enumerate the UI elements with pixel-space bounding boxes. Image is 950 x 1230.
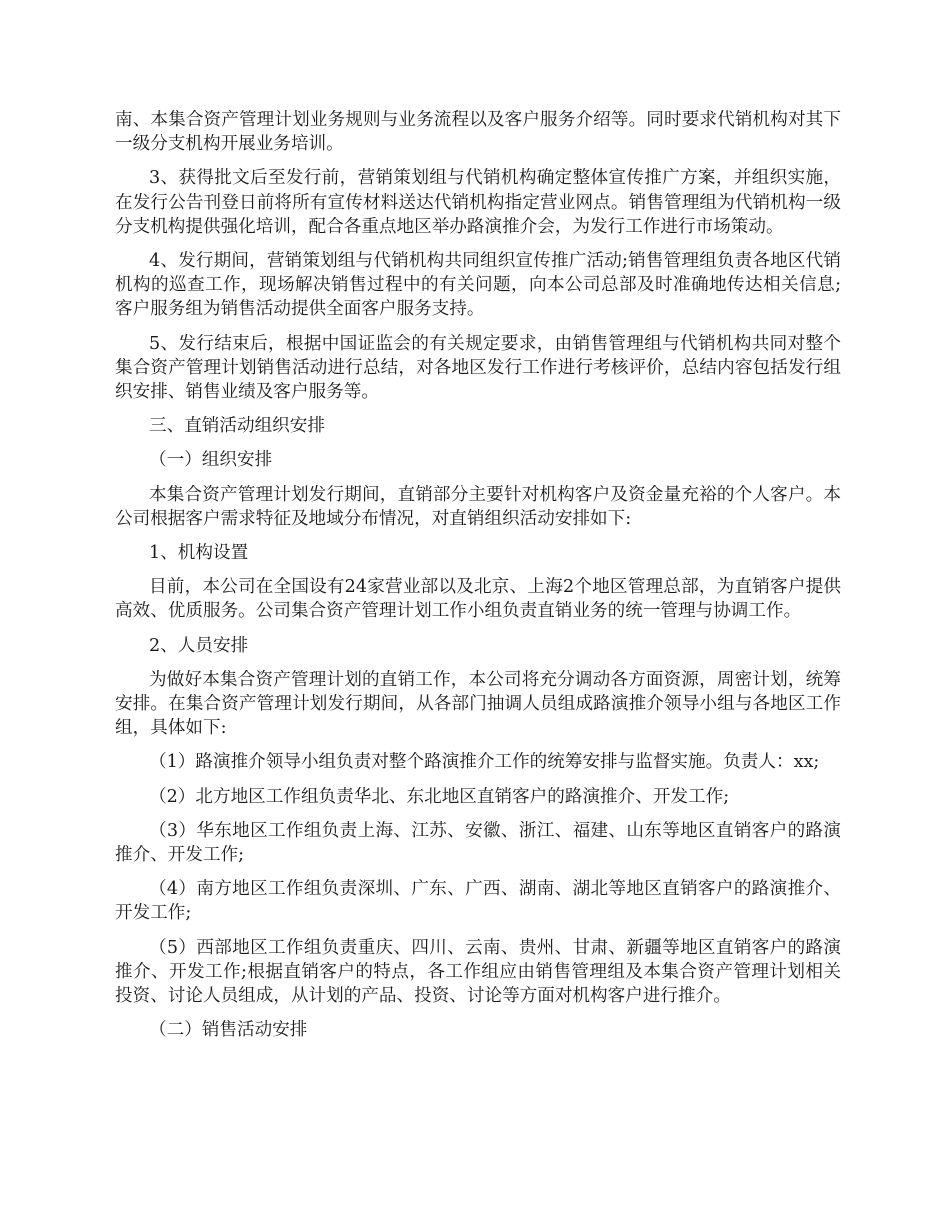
paragraph-direct-sales-intro: 本集合资产管理计划发行期间，直销部分主要针对机构客户及资金量充裕的个人客户。本公司根据客户需求特征及地域分布情况，对直销组织活动安排如下: [115, 484, 841, 529]
item-heading-staffing: 2、人员安排 [149, 635, 249, 656]
document-body [115, 108, 841, 1053]
paragraph-step-5: 5、发行结束后，根据中国证监会的有关规定要求，由销售管理组与代销机构共同对整个集合资产管理计划销售活动进行总结，对各地区发行工作进行考核评价，总结内容包括发行组织安排、销售业绩及客户服务等。 [115, 333, 841, 403]
paragraph-staffing: 为做好本集合资产管理计划的直销工作，本公司将充分调动各方面资源，周密计划，统筹安排。在集合资产管理计划发行期间，从各部门抽调人员组成路演推介领导小组与各地区工作组，具体如下: [115, 669, 841, 739]
list-item-south-region: （4）南方地区工作组负责深圳、广东、广西、湖南、湖北等地区直销客户的路演推介、开发工作; [115, 879, 841, 924]
subsection-heading-organization: （一）组织安排 [149, 450, 273, 471]
paragraph-continued-training: 南、本集合资产管理计划业务规则与业务流程以及客户服务介绍等。同时要求代销机构对其下一级分支机构开展业务培训。 [115, 110, 841, 155]
paragraph-step-3: 3、获得批文后至发行前，营销策划组与代销机构确定整体宣传推广方案，并组织实施，在发行公告刊登日前将所有宣传材料送达代销机构指定营业网点。销售管理组为代销机构一级分支机构提供强化培训，配合各重点地区举办路演推介会，为发行工作进行市场策动。 [115, 168, 841, 237]
list-item-leadership-group: （1）路演推介领导小组负责对整个路演推介工作的统筹安排与监督实施。负责人：xx; [149, 752, 820, 773]
list-item-east-region: （3）华东地区工作组负责上海、江苏、安徽、浙江、福建、山东等地区直销客户的路演推介、开发工作; [115, 820, 841, 866]
section-heading-direct-sales: 三、直销活动组织安排 [149, 416, 325, 437]
list-item-north-region: （2）北方地区工作组负责华北、东北地区直销客户的路演推介、开发工作; [149, 786, 730, 807]
item-heading-institution-setup: 1、机构设置 [149, 543, 249, 564]
paragraph-institution-setup: 目前，本公司在全国设有24家营业部以及北京、上海2个地区管理总部，为直销客户提供高效、优质服务。公司集合资产管理计划工作小组负责直销业务的统一管理与协调工作。 [115, 577, 841, 622]
list-item-west-region: （5）西部地区工作组负责重庆、四川、云南、贵州、甘肃、新疆等地区直销客户的路演推介、开发工作;根据直销客户的特点，各工作组应由销售管理组及本集合资产管理计划相关投资、讨论人员组成，从计划的产品、投资、讨论等方面对机构客户进行推介。 [115, 937, 841, 1007]
paragraph-step-4: 4、发行期间，营销策划组与代销机构共同组织宣传推广活动;销售管理组负责各地区代销机构的巡查工作，现场解决销售过程中的有关问题，向本公司总部及时准确地传达相关信息;客户服务组为销售活动提供全面客户服务支持。 [115, 251, 841, 320]
subsection-heading-sales-activities: （二）销售活动安排 [149, 1020, 308, 1041]
